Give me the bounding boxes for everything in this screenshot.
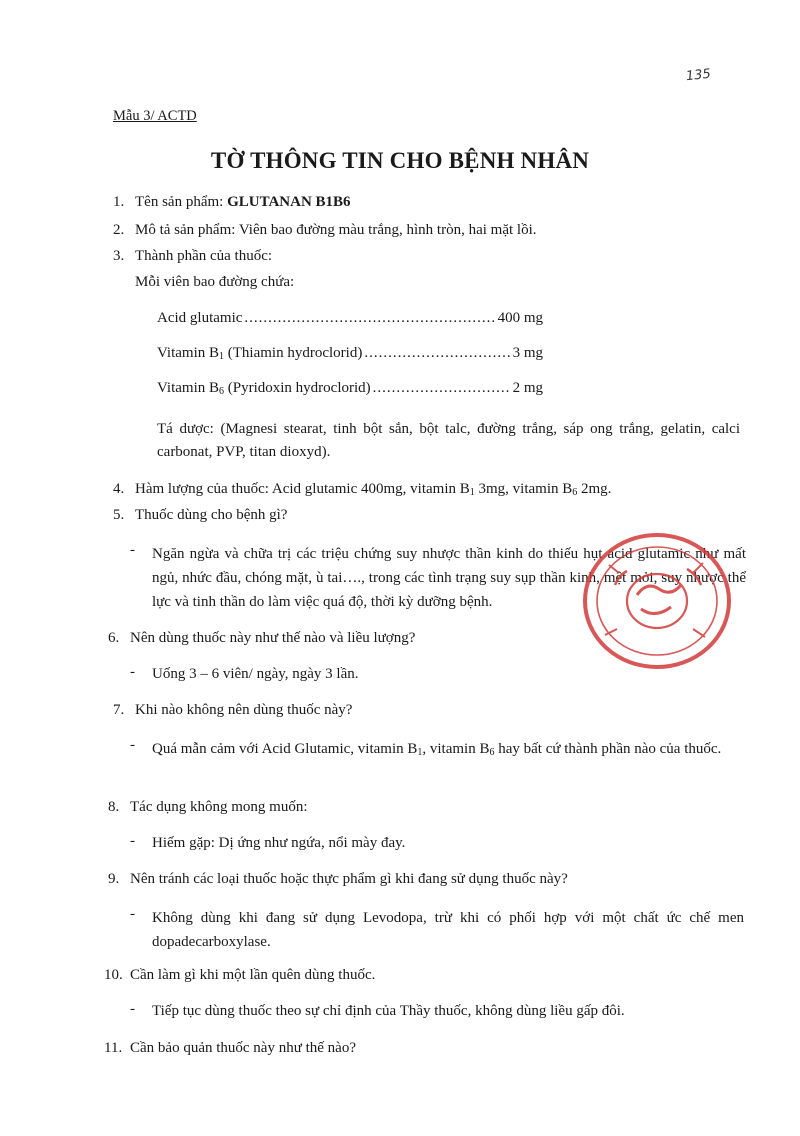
bullet-dash: -: [130, 737, 135, 753]
bullet-dash: -: [130, 542, 135, 558]
page-number-mark: 135: [685, 66, 712, 85]
item-3: [113, 246, 272, 266]
ingredient-subscript: 6: [219, 386, 225, 397]
item-9: [108, 869, 568, 889]
contraindication-text: hay bất cứ thành phần nào của thuốc.: [494, 741, 722, 757]
item-9-number: 9.: [108, 871, 120, 887]
ingredient-name-suffix: (Pyridoxin hydroclorid): [224, 380, 371, 396]
item-11-label: Cần bảo quản thuốc này như thế nào?: [130, 1040, 356, 1056]
excipients-text: Tá dược: (Magnesi stearat, tinh bột sắn, bột talc, đường trắng, sáp ong trắng, gelatin, calci carbonat, PVP, titan dioxyd).: [157, 421, 740, 460]
ingredient-amount: 400 mg: [497, 310, 543, 326]
subscript: 1: [469, 487, 475, 498]
item-8-label: Tác dụng không mong muốn:: [130, 799, 308, 815]
item-10: [104, 965, 375, 985]
bullet-dash: -: [130, 906, 135, 922]
composition-intro: Mỗi viên bao đường chứa:: [135, 274, 295, 290]
item-11-number: 11.: [104, 1040, 123, 1056]
subscript: 6: [489, 747, 495, 758]
bullet-dash: -: [130, 833, 135, 849]
strength-text: 2mg.: [577, 481, 612, 497]
item-10-bullet-text: Tiếp tục dùng thuốc theo sự chỉ định của Thầy thuốc, không dùng liều gấp đôi.: [152, 1003, 625, 1019]
item-5: [113, 505, 287, 525]
item-4-number: 4.: [113, 481, 125, 497]
ingredient-row: [157, 345, 543, 362]
strength-text: 3mg, vitamin B: [474, 481, 573, 497]
form-label: Mẫu 3/ ACTD: [113, 108, 197, 124]
item-9-label: Nên tránh các loại thuốc hoặc thực phẩm gì khi đang sử dụng thuốc này?: [130, 871, 568, 887]
item-8-number: 8.: [108, 799, 120, 815]
item-3-label: Thành phần của thuốc:: [135, 248, 273, 264]
leader-dots: [373, 380, 511, 397]
item-2-number: 2.: [113, 222, 125, 238]
item-6-label: Nên dùng thuốc này như thế nào và liều lượng?: [130, 630, 416, 646]
item-1-label: Tên sản phẩm:: [135, 194, 228, 210]
subscript: 1: [417, 747, 423, 758]
item-4: [113, 479, 611, 499]
item-8: [108, 797, 307, 817]
item-3-number: 3.: [113, 248, 125, 264]
item-2-text: Mô tả sản phẩm: Viên bao đường màu trắng, hình tròn, hai mặt lồi.: [135, 222, 537, 238]
strength-text: Hàm lượng của thuốc: Acid glutamic 400mg, vitamin B: [135, 481, 470, 497]
ingredient-amount: 2 mg: [512, 380, 543, 396]
bullet-dash: -: [130, 1001, 135, 1017]
item-6: [108, 628, 415, 648]
ingredient-row: [157, 380, 543, 397]
contraindication-text: Quá mẫn cảm với Acid Glutamic, vitamin B: [152, 741, 418, 757]
contraindication-text: , vitamin B: [422, 741, 490, 757]
item-5-label: Thuốc dùng cho bệnh gì?: [135, 507, 288, 523]
item-9-bullet-text: Không dùng khi đang sử dụng Levodopa, trừ khi có phối hợp với một chất ức chế men dopadecarboxylase.: [152, 910, 744, 950]
item-10-label: Cần làm gì khi một lần quên dùng thuốc.: [130, 967, 376, 983]
item-11: [104, 1038, 356, 1058]
item-7-label: Khi nào không nên dùng thuốc này?: [135, 702, 353, 718]
item-8-bullet-text: Hiếm gặp: Dị ứng như ngứa, nổi mày đay.: [152, 835, 406, 851]
ingredient-name: Vitamin B: [157, 345, 220, 361]
item-7-bullet-text: [152, 737, 744, 761]
ingredient-amount: 3 mg: [512, 345, 543, 361]
company-stamp: [575, 525, 735, 675]
item-1-number: 1.: [113, 194, 125, 210]
item-7-number: 7.: [113, 702, 125, 718]
ingredient-name-suffix: (Thiamin hydroclorid): [224, 345, 363, 361]
leader-dots: [364, 345, 510, 362]
ingredient-row: [157, 310, 543, 327]
item-10-number: 10.: [104, 967, 123, 983]
bullet-dash: -: [130, 664, 135, 680]
ingredient-subscript: 1: [219, 351, 225, 362]
item-2: [113, 220, 536, 240]
item-7: [113, 700, 352, 720]
ingredient-name: Vitamin B: [157, 380, 220, 396]
product-name: GLUTANAN B1B6: [227, 194, 351, 210]
item-1: [113, 192, 351, 212]
item-5-number: 5.: [113, 507, 125, 523]
item-6-number: 6.: [108, 630, 120, 646]
ingredient-name: Acid glutamic: [157, 310, 243, 326]
page-title: TỜ THÔNG TIN CHO BỆNH NHÂN: [210, 148, 590, 173]
item-6-bullet-text: Uống 3 – 6 viên/ ngày, ngày 3 lần.: [152, 666, 359, 682]
subscript: 6: [572, 487, 578, 498]
item-5-bullet-text: Ngăn ngừa và chữa trị các triệu chứng suy nhược thần kinh do thiếu hụt acid glutamic như mất ngủ, nhức đầu, chóng mặt, ù tai…., trong các tình trạng suy sụp thần kinh, mệt mỏi, suy nhược thể lực và tinh thần do làm việc quá độ, thời kỳ dưỡng bệnh.: [152, 546, 746, 610]
leader-dots: [244, 310, 495, 327]
